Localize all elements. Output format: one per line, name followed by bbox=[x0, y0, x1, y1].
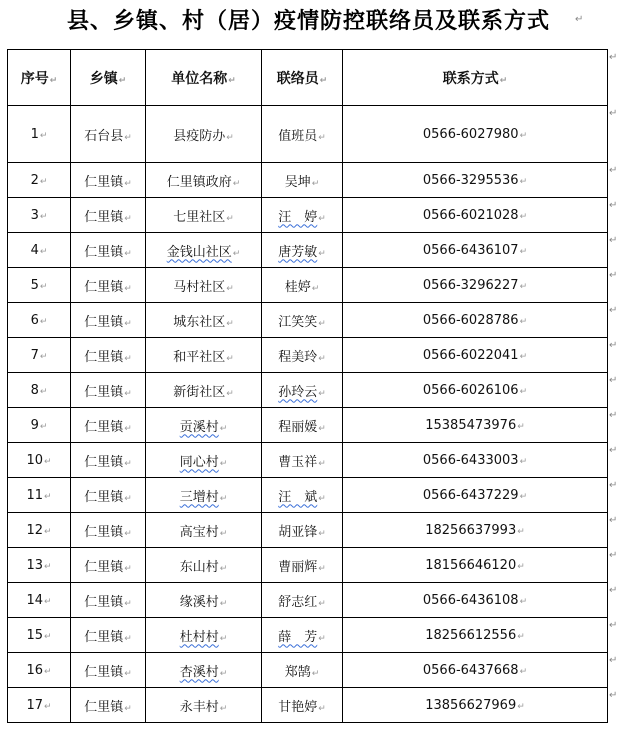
paragraph-mark-icon: ↵ bbox=[519, 456, 528, 467]
cell-serial-number-text: 16 bbox=[26, 662, 43, 678]
cell-serial-number-text: 4 bbox=[30, 242, 39, 258]
cell-contact-person bbox=[262, 303, 343, 338]
paragraph-mark-icon: ↵ bbox=[519, 386, 528, 397]
paragraph-mark-icon: ↵ bbox=[519, 130, 528, 141]
table-row bbox=[8, 268, 608, 303]
paragraph-mark-icon: ↵ bbox=[219, 633, 228, 644]
paragraph-mark-icon: ↵ bbox=[609, 164, 617, 176]
cell-town-text: 仁里镇 bbox=[84, 244, 124, 260]
cell-contact-person bbox=[262, 618, 343, 653]
paragraph-mark-icon: ↵ bbox=[219, 528, 228, 539]
cell-town-text: 仁里镇 bbox=[84, 699, 124, 715]
cell-town-text: 仁里镇 bbox=[84, 664, 124, 680]
paragraph-mark-icon: ↵ bbox=[517, 526, 525, 537]
cell-serial-number-text: 15 bbox=[26, 627, 43, 643]
paragraph-mark-icon: ↵ bbox=[318, 493, 326, 504]
cell-phone bbox=[343, 513, 608, 548]
paragraph-mark-icon: ↵ bbox=[219, 423, 228, 434]
paragraph-mark-icon: ↵ bbox=[609, 549, 617, 561]
cell-unit-name-text: 七里社区 bbox=[173, 209, 226, 225]
cell-serial-number bbox=[8, 338, 71, 373]
paragraph-mark-icon: ↵ bbox=[318, 213, 326, 224]
cell-serial-number-text: 11 bbox=[26, 487, 43, 503]
paragraph-mark-icon: ↵ bbox=[124, 388, 132, 399]
cell-unit-name bbox=[146, 688, 262, 723]
paragraph-mark-icon: ↵ bbox=[124, 563, 132, 574]
paragraph-mark-icon: ↵ bbox=[575, 14, 584, 25]
paragraph-mark-icon: ↵ bbox=[124, 598, 132, 609]
cell-serial-number bbox=[8, 653, 71, 688]
cell-contact-person-text: 曹玉祥 bbox=[278, 454, 318, 470]
cell-unit-name-text: 金钱山社区 bbox=[166, 244, 232, 260]
cell-phone-text: 0566-6026106 bbox=[422, 382, 519, 398]
cell-unit-name bbox=[146, 373, 262, 408]
cell-serial-number bbox=[8, 233, 71, 268]
cell-town-text: 仁里镇 bbox=[84, 349, 124, 365]
cell-contact-person bbox=[262, 653, 343, 688]
cell-contact-person bbox=[262, 408, 343, 443]
table-row bbox=[8, 548, 608, 583]
paragraph-mark-icon: ↵ bbox=[124, 178, 132, 189]
cell-town-text: 仁里镇 bbox=[84, 174, 124, 190]
cell-town bbox=[71, 233, 146, 268]
cell-town bbox=[71, 688, 146, 723]
paragraph-mark-icon: ↵ bbox=[124, 213, 132, 224]
cell-town-text: 仁里镇 bbox=[84, 629, 124, 645]
cell-unit-name-text: 三增村 bbox=[179, 489, 219, 505]
header-contact-person: 联络员↵ bbox=[262, 50, 343, 106]
paragraph-mark-icon: ↵ bbox=[517, 561, 525, 572]
cell-contact-person bbox=[262, 268, 343, 303]
cell-unit-name bbox=[146, 163, 262, 198]
cell-unit-name-text: 高宝村 bbox=[179, 524, 219, 540]
paragraph-mark-icon: ↵ bbox=[311, 668, 320, 679]
cell-town bbox=[71, 653, 146, 688]
cell-serial-number bbox=[8, 443, 71, 478]
paragraph-mark-icon: ↵ bbox=[519, 281, 528, 292]
paragraph-mark-icon: ↵ bbox=[124, 458, 132, 469]
cell-serial-number-text: 13 bbox=[26, 557, 43, 573]
paragraph-mark-icon: ↵ bbox=[39, 351, 48, 362]
cell-town-text: 仁里镇 bbox=[84, 524, 124, 540]
header-unit-name: 单位名称↵ bbox=[146, 50, 262, 106]
cell-contact-person bbox=[262, 198, 343, 233]
cell-serial-number bbox=[8, 163, 71, 198]
cell-serial-number bbox=[8, 618, 71, 653]
cell-phone bbox=[343, 163, 608, 198]
cell-phone bbox=[343, 408, 608, 443]
paragraph-mark-icon: ↵ bbox=[124, 423, 132, 434]
cell-phone-text: 0566-6433003 bbox=[422, 452, 519, 468]
cell-serial-number bbox=[8, 268, 71, 303]
paragraph-mark-icon: ↵ bbox=[44, 596, 52, 607]
cell-contact-person-text: 吴坤 bbox=[284, 174, 311, 190]
cell-unit-name-text: 永丰村 bbox=[179, 699, 219, 715]
paragraph-mark-icon: ↵ bbox=[609, 409, 617, 421]
cell-contact-person-text: 值班员 bbox=[278, 128, 318, 144]
cell-serial-number-text: 14 bbox=[26, 592, 43, 608]
table-row bbox=[8, 338, 608, 373]
cell-phone bbox=[343, 583, 608, 618]
paragraph-mark-icon: ↵ bbox=[39, 211, 48, 222]
cell-unit-name-text: 县疫防办 bbox=[173, 128, 226, 144]
paragraph-mark-icon: ↵ bbox=[609, 304, 617, 316]
paragraph-mark-icon: ↵ bbox=[609, 339, 617, 351]
cell-contact-person-text: 汪 斌 bbox=[278, 489, 318, 505]
paragraph-mark-icon: ↵ bbox=[226, 388, 234, 399]
cell-town-text: 仁里镇 bbox=[84, 489, 124, 505]
paragraph-mark-icon: ↵ bbox=[44, 666, 52, 677]
cell-town-text: 仁里镇 bbox=[84, 384, 124, 400]
paragraph-mark-icon: ↵ bbox=[44, 631, 52, 642]
paragraph-mark-icon: ↵ bbox=[609, 514, 617, 526]
paragraph-mark-icon: ↵ bbox=[519, 596, 528, 607]
table-row bbox=[8, 198, 608, 233]
cell-phone-text: 18156646120 bbox=[425, 557, 517, 573]
cell-unit-name-text: 缘溪村 bbox=[179, 594, 219, 610]
contact-table bbox=[7, 49, 608, 723]
cell-contact-person-text: 江笑笑 bbox=[278, 314, 318, 330]
cell-phone-text: 15385473976 bbox=[425, 417, 517, 433]
cell-contact-person bbox=[262, 688, 343, 723]
cell-phone-text: 0566-3296227 bbox=[422, 277, 519, 293]
cell-unit-name bbox=[146, 338, 262, 373]
cell-unit-name bbox=[146, 233, 262, 268]
cell-contact-person-text: 舒志红 bbox=[278, 594, 318, 610]
cell-town bbox=[71, 303, 146, 338]
table-row bbox=[8, 408, 608, 443]
paragraph-mark-icon: ↵ bbox=[44, 526, 52, 537]
cell-unit-name bbox=[146, 478, 262, 513]
cell-phone-text: 0566-6022041 bbox=[422, 347, 519, 363]
cell-serial-number bbox=[8, 548, 71, 583]
cell-serial-number bbox=[8, 106, 71, 163]
cell-town-text: 仁里镇 bbox=[84, 419, 124, 435]
cell-contact-person-text: 胡亚锋 bbox=[278, 524, 318, 540]
paragraph-mark-icon: ↵ bbox=[219, 493, 228, 504]
paragraph-mark-icon: ↵ bbox=[318, 598, 326, 609]
table-row bbox=[8, 513, 608, 548]
header-serial-number: 序号↵ bbox=[8, 50, 71, 106]
paragraph-mark-icon: ↵ bbox=[609, 234, 617, 246]
cell-phone bbox=[343, 548, 608, 583]
paragraph-mark-icon: ↵ bbox=[311, 283, 320, 294]
cell-town bbox=[71, 583, 146, 618]
cell-serial-number-text: 2 bbox=[30, 172, 39, 188]
paragraph-mark-icon: ↵ bbox=[517, 631, 525, 642]
cell-serial-number bbox=[8, 688, 71, 723]
cell-phone-text: 0566-6436108 bbox=[422, 592, 519, 608]
paragraph-mark-icon: ↵ bbox=[39, 316, 48, 327]
cell-unit-name-text: 杜村村 bbox=[179, 629, 219, 645]
cell-phone-text: 0566-6027980 bbox=[422, 126, 519, 142]
cell-phone bbox=[343, 443, 608, 478]
paragraph-mark-icon: ↵ bbox=[219, 458, 228, 469]
paragraph-mark-icon: ↵ bbox=[318, 563, 326, 574]
paragraph-mark-icon: ↵ bbox=[124, 703, 132, 714]
paragraph-mark-icon: ↵ bbox=[609, 444, 617, 456]
cell-town bbox=[71, 163, 146, 198]
table-row bbox=[8, 233, 608, 268]
cell-town bbox=[71, 443, 146, 478]
paragraph-mark-icon: ↵ bbox=[519, 316, 528, 327]
cell-phone-text: 0566-6021028 bbox=[422, 207, 519, 223]
cell-town bbox=[71, 408, 146, 443]
cell-town-text: 仁里镇 bbox=[84, 279, 124, 295]
cell-contact-person-text: 唐芳敏 bbox=[278, 244, 318, 260]
cell-unit-name bbox=[146, 513, 262, 548]
cell-serial-number-text: 3 bbox=[30, 207, 39, 223]
cell-unit-name bbox=[146, 268, 262, 303]
paragraph-mark-icon: ↵ bbox=[219, 668, 228, 679]
header-town: 乡镇↵ bbox=[71, 50, 146, 106]
cell-phone bbox=[343, 268, 608, 303]
paragraph-mark-icon: ↵ bbox=[609, 107, 617, 119]
cell-town bbox=[71, 338, 146, 373]
cell-unit-name-text: 东山村 bbox=[179, 559, 219, 575]
cell-unit-name-text: 仁里镇政府 bbox=[166, 174, 232, 190]
cell-town bbox=[71, 198, 146, 233]
paragraph-mark-icon: ↵ bbox=[219, 598, 228, 609]
paragraph-mark-icon: ↵ bbox=[44, 456, 52, 467]
paragraph-mark-icon: ↵ bbox=[318, 353, 326, 364]
cell-town bbox=[71, 513, 146, 548]
cell-phone bbox=[343, 233, 608, 268]
paragraph-mark-icon: ↵ bbox=[39, 386, 48, 397]
cell-unit-name bbox=[146, 653, 262, 688]
cell-contact-person-text: 甘艳婷 bbox=[278, 699, 318, 715]
paragraph-mark-icon: ↵ bbox=[44, 561, 52, 572]
paragraph-mark-icon: ↵ bbox=[609, 269, 617, 281]
cell-town bbox=[71, 373, 146, 408]
cell-phone bbox=[343, 338, 608, 373]
cell-phone-text: 0566-6028786 bbox=[422, 312, 519, 328]
cell-phone bbox=[343, 198, 608, 233]
cell-unit-name-text: 杏溪村 bbox=[179, 664, 219, 680]
paragraph-mark-icon: ↵ bbox=[124, 528, 132, 539]
cell-town bbox=[71, 268, 146, 303]
paragraph-mark-icon: ↵ bbox=[219, 703, 228, 714]
cell-town-text: 仁里镇 bbox=[84, 594, 124, 610]
cell-unit-name bbox=[146, 408, 262, 443]
cell-contact-person-text: 桂婷 bbox=[284, 279, 311, 295]
paragraph-mark-icon: ↵ bbox=[124, 318, 132, 329]
cell-serial-number-text: 7 bbox=[30, 347, 39, 363]
paragraph-mark-icon: ↵ bbox=[226, 213, 234, 224]
cell-serial-number bbox=[8, 373, 71, 408]
cell-contact-person bbox=[262, 513, 343, 548]
paragraph-mark-icon: ↵ bbox=[226, 353, 234, 364]
paragraph-mark-icon: ↵ bbox=[519, 491, 528, 502]
cell-phone-text: 0566-6437668 bbox=[422, 662, 519, 678]
paragraph-mark-icon: ↵ bbox=[226, 132, 234, 143]
cell-town bbox=[71, 618, 146, 653]
document-title: 县、乡镇、村（居）疫情防控联络员及联系方式 bbox=[66, 9, 550, 34]
paragraph-mark-icon: ↵ bbox=[517, 421, 525, 432]
paragraph-mark-icon: ↵ bbox=[318, 388, 326, 399]
cell-unit-name bbox=[146, 443, 262, 478]
paragraph-mark-icon: ↵ bbox=[609, 374, 617, 386]
cell-contact-person bbox=[262, 373, 343, 408]
cell-serial-number bbox=[8, 408, 71, 443]
paragraph-mark-icon: ↵ bbox=[318, 423, 326, 434]
paragraph-mark-icon: ↵ bbox=[609, 619, 617, 631]
paragraph-mark-icon: ↵ bbox=[519, 246, 528, 257]
cell-unit-name bbox=[146, 198, 262, 233]
paragraph-mark-icon: ↵ bbox=[318, 528, 326, 539]
paragraph-mark-icon: ↵ bbox=[318, 318, 326, 329]
paragraph-mark-icon: ↵ bbox=[318, 458, 326, 469]
table-row bbox=[8, 688, 608, 723]
paragraph-mark-icon: ↵ bbox=[519, 211, 528, 222]
cell-town bbox=[71, 548, 146, 583]
cell-unit-name-text: 马村社区 bbox=[173, 279, 226, 295]
paragraph-mark-icon: ↵ bbox=[124, 353, 132, 364]
cell-unit-name-text: 同心村 bbox=[179, 454, 219, 470]
paragraph-mark-icon: ↵ bbox=[318, 633, 326, 644]
paragraph-mark-icon: ↵ bbox=[219, 563, 228, 574]
cell-phone bbox=[343, 303, 608, 338]
paragraph-mark-icon: ↵ bbox=[39, 130, 48, 141]
paragraph-mark-icon: ↵ bbox=[311, 178, 320, 189]
cell-unit-name bbox=[146, 303, 262, 338]
cell-contact-person-text: 郑鹄 bbox=[284, 664, 311, 680]
paragraph-mark-icon: ↵ bbox=[124, 668, 132, 679]
cell-contact-person bbox=[262, 233, 343, 268]
cell-contact-person-text: 程美玲 bbox=[278, 349, 318, 365]
table-row bbox=[8, 583, 608, 618]
cell-unit-name bbox=[146, 106, 262, 163]
cell-town bbox=[71, 478, 146, 513]
paragraph-mark-icon: ↵ bbox=[124, 283, 132, 294]
cell-phone bbox=[343, 373, 608, 408]
paragraph-mark-icon: ↵ bbox=[232, 178, 241, 189]
cell-phone bbox=[343, 106, 608, 163]
paragraph-mark-icon: ↵ bbox=[39, 281, 48, 292]
cell-serial-number-text: 6 bbox=[30, 312, 39, 328]
paragraph-mark-icon: ↵ bbox=[519, 351, 528, 362]
cell-serial-number-text: 9 bbox=[30, 417, 39, 433]
cell-serial-number bbox=[8, 303, 71, 338]
cell-contact-person-text: 程丽媛 bbox=[278, 419, 318, 435]
cell-serial-number bbox=[8, 198, 71, 233]
cell-serial-number-text: 5 bbox=[30, 277, 39, 293]
paragraph-mark-icon: ↵ bbox=[226, 283, 234, 294]
cell-phone-text: 0566-6436107 bbox=[422, 242, 519, 258]
table-header-row bbox=[8, 50, 608, 106]
paragraph-mark-icon: ↵ bbox=[124, 633, 132, 644]
paragraph-mark-icon: ↵ bbox=[609, 479, 617, 491]
cell-town-text: 仁里镇 bbox=[84, 314, 124, 330]
table-row bbox=[8, 478, 608, 513]
table-row bbox=[8, 618, 608, 653]
table-row bbox=[8, 303, 608, 338]
table-row bbox=[8, 443, 608, 478]
cell-unit-name-text: 新街社区 bbox=[173, 384, 226, 400]
cell-town-text: 石台县 bbox=[84, 128, 124, 144]
cell-serial-number-text: 1 bbox=[30, 126, 39, 142]
cell-phone bbox=[343, 618, 608, 653]
paragraph-mark-icon: ↵ bbox=[124, 248, 132, 259]
cell-phone-text: 0566-3295536 bbox=[422, 172, 519, 188]
cell-town-text: 仁里镇 bbox=[84, 454, 124, 470]
paragraph-mark-icon: ↵ bbox=[39, 246, 48, 257]
cell-phone bbox=[343, 653, 608, 688]
cell-phone-text: 18256612556 bbox=[425, 627, 517, 643]
cell-unit-name-text: 贡溪村 bbox=[179, 419, 219, 435]
cell-phone bbox=[343, 688, 608, 723]
cell-serial-number-text: 8 bbox=[30, 382, 39, 398]
cell-unit-name-text: 城东社区 bbox=[173, 314, 226, 330]
table-row bbox=[8, 653, 608, 688]
cell-serial-number bbox=[8, 513, 71, 548]
paragraph-mark-icon: ↵ bbox=[39, 176, 48, 187]
cell-contact-person-text: 孙玲云 bbox=[278, 384, 318, 400]
cell-contact-person-text: 汪 婷 bbox=[278, 209, 318, 225]
paragraph-mark-icon: ↵ bbox=[609, 199, 617, 211]
paragraph-mark-icon: ↵ bbox=[318, 248, 326, 259]
paragraph-mark-icon: ↵ bbox=[609, 51, 617, 63]
cell-town-text: 仁里镇 bbox=[84, 209, 124, 225]
paragraph-mark-icon: ↵ bbox=[519, 666, 528, 677]
paragraph-mark-icon: ↵ bbox=[44, 701, 52, 712]
header-contact-method: 联系方式↵ bbox=[343, 50, 608, 106]
cell-contact-person bbox=[262, 338, 343, 373]
cell-serial-number bbox=[8, 478, 71, 513]
cell-unit-name bbox=[146, 548, 262, 583]
cell-contact-person-text: 薛 芳 bbox=[278, 629, 318, 645]
paragraph-mark-icon: ↵ bbox=[609, 689, 617, 701]
cell-phone-text: 13856627969 bbox=[425, 697, 517, 713]
cell-contact-person bbox=[262, 443, 343, 478]
cell-contact-person bbox=[262, 106, 343, 163]
cell-contact-person bbox=[262, 163, 343, 198]
cell-unit-name bbox=[146, 583, 262, 618]
paragraph-mark-icon: ↵ bbox=[44, 491, 52, 502]
table-row bbox=[8, 106, 608, 163]
paragraph-mark-icon: ↵ bbox=[124, 493, 132, 504]
table-row bbox=[8, 373, 608, 408]
paragraph-mark-icon: ↵ bbox=[609, 584, 617, 596]
cell-phone-text: 18256637993 bbox=[425, 522, 517, 538]
cell-town-text: 仁里镇 bbox=[84, 559, 124, 575]
cell-phone-text: 0566-6437229 bbox=[422, 487, 519, 503]
cell-contact-person bbox=[262, 548, 343, 583]
cell-phone bbox=[343, 478, 608, 513]
cell-unit-name bbox=[146, 618, 262, 653]
cell-contact-person bbox=[262, 478, 343, 513]
paragraph-mark-icon: ↵ bbox=[39, 421, 48, 432]
table-row bbox=[8, 163, 608, 198]
paragraph-mark-icon: ↵ bbox=[232, 248, 241, 259]
cell-serial-number-text: 17 bbox=[26, 697, 43, 713]
cell-serial-number bbox=[8, 583, 71, 618]
cell-unit-name-text: 和平社区 bbox=[173, 349, 226, 365]
paragraph-mark-icon: ↵ bbox=[519, 176, 528, 187]
paragraph-mark-icon: ↵ bbox=[124, 132, 132, 143]
cell-contact-person-text: 曹丽辉 bbox=[278, 559, 318, 575]
cell-serial-number-text: 12 bbox=[26, 522, 43, 538]
paragraph-mark-icon: ↵ bbox=[226, 318, 234, 329]
paragraph-mark-icon: ↵ bbox=[609, 654, 617, 666]
cell-town bbox=[71, 106, 146, 163]
cell-contact-person bbox=[262, 583, 343, 618]
cell-serial-number-text: 10 bbox=[26, 452, 43, 468]
paragraph-mark-icon: ↵ bbox=[318, 132, 326, 143]
paragraph-mark-icon: ↵ bbox=[318, 703, 326, 714]
paragraph-mark-icon: ↵ bbox=[517, 701, 525, 712]
